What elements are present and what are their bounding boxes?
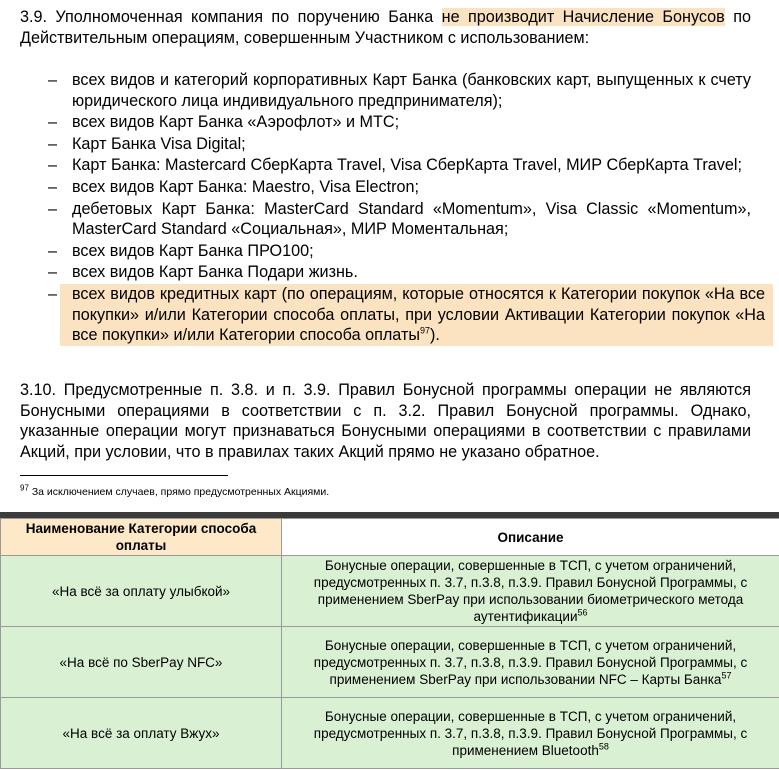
list-item: – всех видов Карт Банка Подари жизнь. xyxy=(48,263,358,282)
category-description: Бонусные операции, совершенные в ТСП, с учетом ограничений, предусмотренных п. 3.7, п.3.8, п.3.9. Правил Бонусной Программы, с применением SberPay при использовании NFC – Карты Банка$^{57}$ xyxy=(282,627,779,698)
list-item: – всех видов и категорий корпоративных Карт Банка (банковских карт, выпущенных к счету юридического лица индивидуального предпринимателя); xyxy=(48,71,751,110)
section-3-9 xyxy=(20,7,751,48)
section-3-10: 3.10. Предусмотренные п. 3.8. и п. 3.9. Правил Бонусной программы операции не являются Бонусными операциями в соответствии с п. 3.2. Правил Бонусной программы. Однако, указанные операции могут признаваться Бонусными операциями в соответствии с правилами Акций, при условии, что в правилах таких Акций прямо не указано обратное. xyxy=(20,381,751,461)
category-name: «На всё по SberPay NFC» xyxy=(1,627,282,698)
footnote-number: 97 xyxy=(20,483,29,493)
payment-category-table xyxy=(0,518,779,769)
list-item-highlighted: – всех видов кредитных карт (по операциям, которые относятся к Категории покупок «На все покупки» и/или Категории способа оплаты, при условии Активации Категории покупок «На все покупки» и/или Категории способа оплаты$^{97}$). xyxy=(60,284,773,346)
list-item: – всех видов Карт Банка «Аэрофлот» и МТС; xyxy=(48,113,400,132)
table-row xyxy=(1,627,779,698)
list-item: – всех видов Карт Банка: Maestro, Visa Electron; xyxy=(48,177,419,196)
footnote-text: За исключением случаев, прямо предусмотренных Акциями. xyxy=(31,486,330,498)
section-3-9-prefix: 3.9. Уполномоченная компания по поручению Банка xyxy=(20,8,434,26)
category-description: Бонусные операции, совершенные в ТСП, с учетом ограничений, предусмотренных п. 3.7, п.3.8, п.3.9. Правил Бонусной Программы, с применением SberPay при использовании биометрического метода аутентификации$^{56}$ xyxy=(282,556,779,627)
category-name: «На всё за оплату Вжух» xyxy=(1,698,282,769)
column-header-name: Наименование Категории способа оплаты xyxy=(1,519,282,556)
exclusion-list xyxy=(20,70,765,347)
section-3-9-suffix: по Действительным операциям, совершенным Участником с использованием: xyxy=(20,8,751,47)
list-item: – всех видов Карт Банка ПРО100; xyxy=(48,241,314,260)
list-item: – Карт Банка Visa Digital; xyxy=(48,134,246,153)
footnote-separator xyxy=(20,475,228,476)
table-row xyxy=(1,556,779,627)
table-row xyxy=(1,698,779,769)
section-3-9-highlight: не производит Начисление Бонусов xyxy=(441,8,725,26)
column-header-description: Описание xyxy=(282,519,779,556)
table-header-row xyxy=(1,519,779,556)
list-item: – Карт Банка: Mastercard СберКарта Travel, Visa СберКарта Travel, МИР СберКарта Travel; xyxy=(48,156,742,175)
footnote-ref: 97 xyxy=(420,325,431,336)
footnote xyxy=(20,483,330,498)
category-name: «На всё за оплату улыбкой» xyxy=(1,556,282,627)
category-description: Бонусные операции, совершенные в ТСП, с учетом ограничений, предусмотренных п. 3.7, п.3.8, п.3.9. Правил Бонусной Программы, с применением Bluetooth$^{58}$ xyxy=(282,698,779,769)
list-item: – дебетовых Карт Банка: MasterCard Standard «Momentum», Visa Classic «Momentum», MasterCard Standard «Социальная», МИР Моментальная; xyxy=(48,199,751,239)
